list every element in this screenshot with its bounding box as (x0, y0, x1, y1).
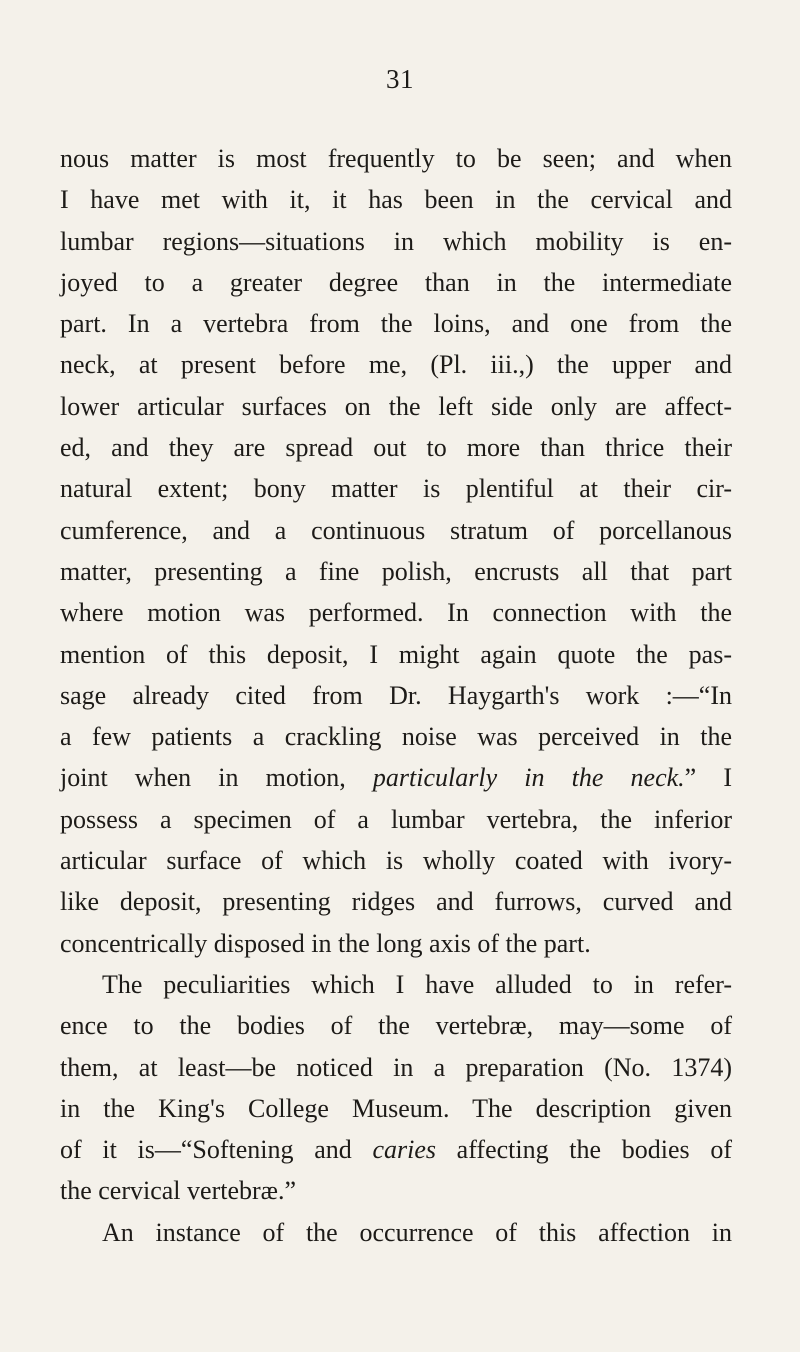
page-number: 31 (386, 64, 414, 94)
text-fragment: affecting the bodies of (435, 1135, 732, 1165)
body-text (60, 138, 732, 1253)
text-line: where motion was performed. In connection with the (60, 598, 732, 628)
text-line: concentrically disposed in the long axis of the part. (60, 928, 591, 958)
text-fragment: of it is—“Softening and (60, 1135, 373, 1165)
text-line: them, at least—be noticed in a preparation (No. 1374) (60, 1052, 732, 1082)
text-line: joyed to a greater degree than in the intermediate (60, 267, 732, 297)
text-line: I have met with it, it has been in the cervical and (60, 185, 732, 215)
text-line: matter, presenting a fine polish, encrusts all that part (60, 556, 732, 586)
text-line: articular surface of which is wholly coated with ivory- (60, 846, 732, 876)
text-line-with-italic (60, 1129, 732, 1170)
text-line: part. In a vertebra from the loins, and one from the (60, 309, 732, 339)
text-line: An instance of the occurrence of this affection in (102, 1217, 732, 1247)
text-line: lumbar regions—situations in which mobility is en- (60, 226, 732, 256)
text-fragment: joint when in motion, (60, 763, 373, 793)
text-line: mention of this deposit, I might again quote the pas- (60, 639, 732, 669)
text-line: sage already cited from Dr. Haygarth's work :—“In (60, 680, 732, 710)
text-line: lower articular surfaces on the left side only are affect- (60, 391, 732, 421)
text-line: ed, and they are spread out to more than thrice their (60, 433, 732, 463)
text-line: in the King's College Museum. The description given (60, 1093, 732, 1123)
text-line: natural extent; bony matter is plentiful at their cir- (60, 474, 732, 504)
text-line: the cervical vertebræ.” (60, 1176, 297, 1206)
text-line: a few patients a crackling noise was perceived in the (60, 722, 732, 752)
text-line: cumference, and a continuous stratum of porcellanous (60, 515, 732, 545)
text-fragment: ” I (684, 763, 732, 793)
text-line: neck, at present before me, (Pl. iii.,) the upper and (60, 350, 732, 380)
text-line: possess a specimen of a lumbar vertebra, the inferior (60, 804, 732, 834)
text-line-with-italic (60, 757, 732, 798)
italic-word: caries (372, 1135, 436, 1165)
text-line: ence to the bodies of the vertebræ, may—some of (60, 1011, 732, 1041)
text-line: like deposit, presenting ridges and furrows, curved and (60, 887, 732, 917)
text-line: nous matter is most frequently to be seen; and when (60, 144, 732, 173)
italic-phrase: particularly in the neck. (372, 763, 685, 793)
text-line: The peculiarities which I have alluded to in refer- (102, 969, 732, 999)
